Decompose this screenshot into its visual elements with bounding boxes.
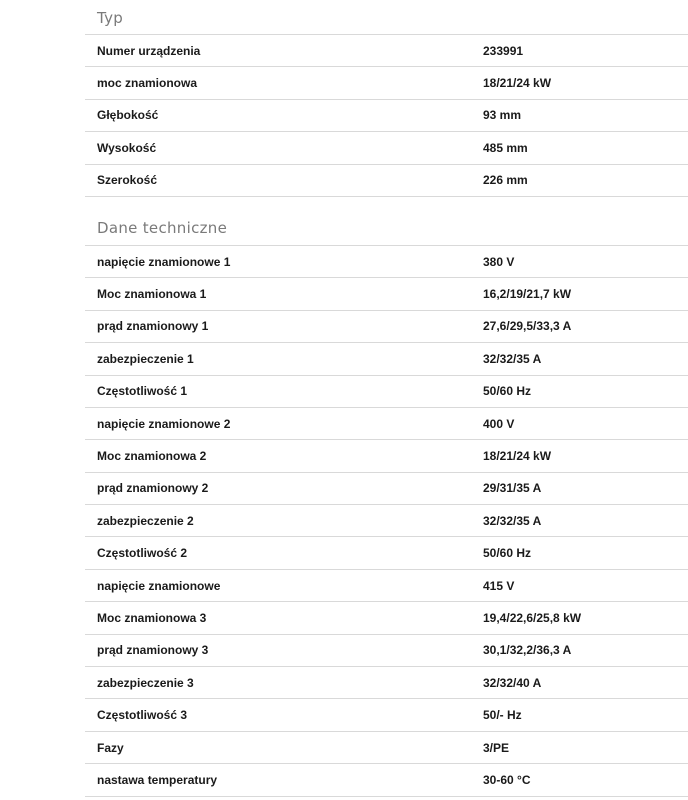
spec-value: 32/32/35 A: [483, 513, 542, 528]
spec-value: 32/32/35 A: [483, 351, 542, 366]
spec-value: 3/PE: [483, 740, 510, 755]
spec-value: 19,4/22,6/25,8 kW: [483, 610, 582, 625]
spec-row: [85, 408, 688, 440]
section-dane-techniczne: [85, 213, 688, 797]
spec-label: napięcie znamionowe 2: [97, 416, 231, 431]
spec-value: 400 V: [483, 416, 515, 431]
spec-row: [85, 635, 688, 667]
spec-value: 18/21/24 kW: [483, 76, 552, 91]
spec-value: 415 V: [483, 578, 515, 593]
spec-value: 93 mm: [483, 108, 522, 123]
spec-label: zabezpieczenie 2: [97, 513, 194, 528]
spec-label: prąd znamionowy 2: [97, 481, 209, 496]
spec-row: [85, 278, 688, 310]
spec-value: 380 V: [483, 254, 515, 269]
spec-row: [85, 505, 688, 537]
spec-value: 50/- Hz: [483, 708, 522, 723]
spec-value: 226 mm: [483, 173, 528, 188]
spec-value: 30,1/32,2/36,3 A: [483, 643, 572, 658]
spec-label: Numer urządzenia: [97, 43, 201, 58]
spec-row: [85, 602, 688, 634]
spec-label: Głębokość: [97, 108, 159, 123]
spec-label: Wysokość: [97, 140, 157, 155]
spec-value: 30-60 °C: [483, 772, 531, 787]
spec-label: nastawa temperatury: [97, 772, 218, 787]
spec-row: [85, 67, 688, 99]
spec-label: Moc znamionowa 2: [97, 448, 207, 463]
spec-value: 16,2/19/21,7 kW: [483, 287, 572, 302]
spec-label: zabezpieczenie 1: [97, 351, 194, 366]
section-typ: [85, 0, 688, 197]
spec-label: Częstotliwość 2: [97, 546, 188, 561]
spec-row: [85, 473, 688, 505]
spec-label: Moc znamionowa 1: [97, 287, 207, 302]
spec-row: [85, 132, 688, 164]
spec-row: [85, 732, 688, 764]
spec-row: [85, 35, 688, 67]
spec-label: Szerokość: [97, 173, 158, 188]
spec-row: [85, 440, 688, 472]
spec-row: [85, 165, 688, 197]
rows-dane-techniczne: [85, 246, 688, 797]
spec-row: [85, 570, 688, 602]
spec-row: [85, 343, 688, 375]
spec-label: zabezpieczenie 3: [97, 675, 194, 690]
spec-label: Fazy: [97, 740, 124, 755]
spec-row: [85, 246, 688, 278]
spec-label: Moc znamionowa 3: [97, 610, 207, 625]
section-title-typ: Typ: [85, 0, 688, 35]
spec-label: Częstotliwość 3: [97, 708, 188, 723]
spec-value: 485 mm: [483, 140, 528, 155]
spec-value: 50/60 Hz: [483, 384, 532, 399]
section-title-dane-techniczne: Dane techniczne: [85, 213, 688, 246]
spec-value: 32/32/40 A: [483, 675, 542, 690]
spec-value: 18/21/24 kW: [483, 448, 552, 463]
spec-label: Częstotliwość 1: [97, 384, 188, 399]
spec-value: 50/60 Hz: [483, 546, 532, 561]
spec-row: [85, 537, 688, 569]
spec-label: napięcie znamionowe 1: [97, 254, 231, 269]
rows-typ: [85, 35, 688, 197]
spec-value: 27,6/29,5/33,3 A: [483, 319, 572, 334]
spec-row: [85, 100, 688, 132]
spec-label: prąd znamionowy 1: [97, 319, 209, 334]
spec-row: [85, 667, 688, 699]
spec-sheet: [85, 0, 688, 797]
spec-row: [85, 764, 688, 796]
spec-row: [85, 376, 688, 408]
spec-row: [85, 699, 688, 731]
spec-value: 29/31/35 A: [483, 481, 542, 496]
spec-value: 233991: [483, 43, 524, 58]
spec-label: napięcie znamionowe: [97, 578, 221, 593]
spec-label: moc znamionowa: [97, 76, 198, 91]
spec-label: prąd znamionowy 3: [97, 643, 209, 658]
spec-row: [85, 311, 688, 343]
